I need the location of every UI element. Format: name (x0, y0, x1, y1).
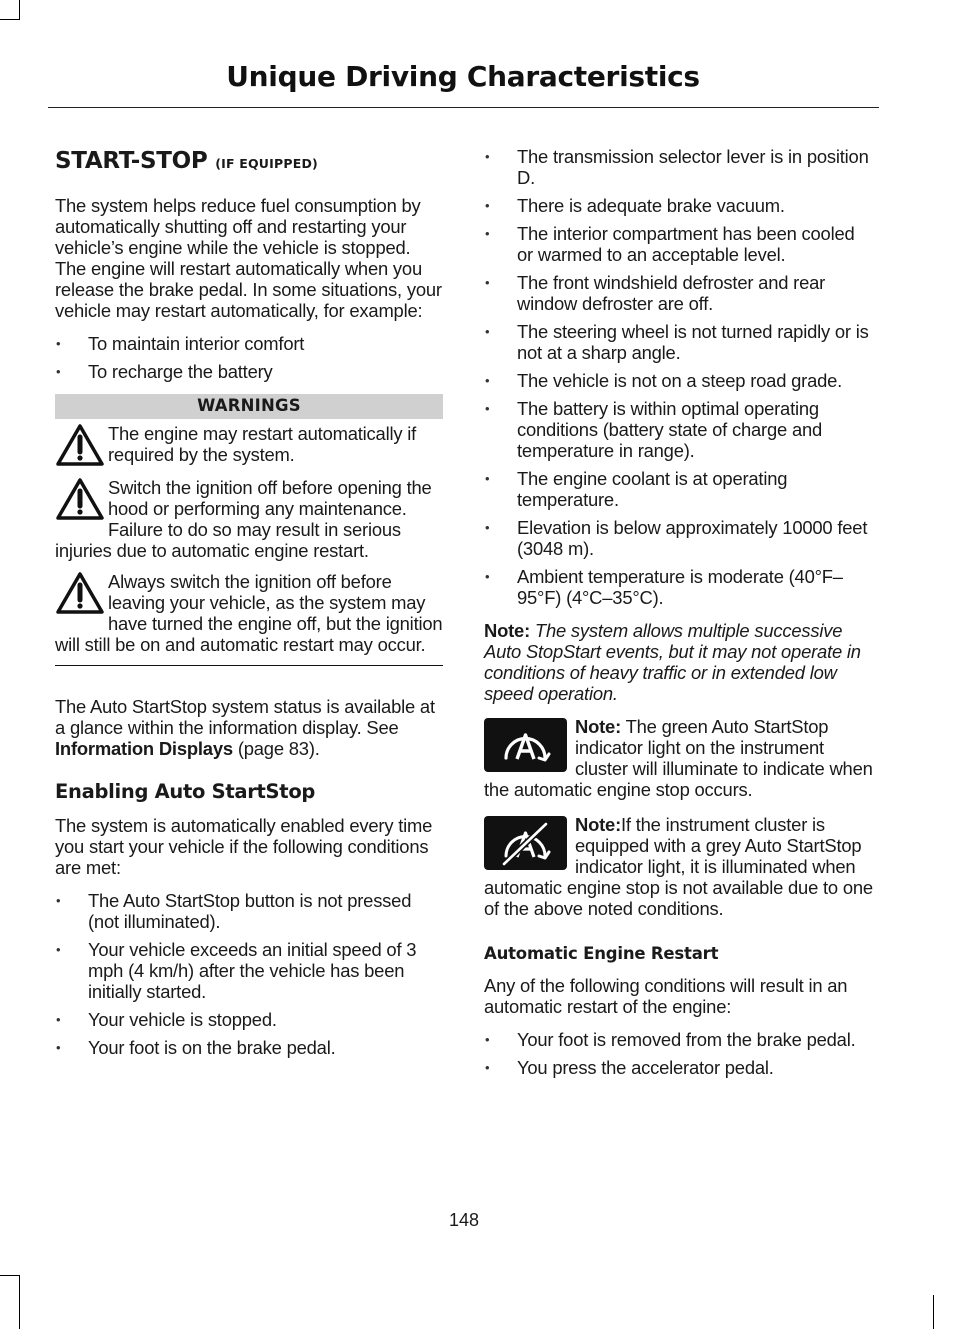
section-heading-start-stop (55, 146, 443, 179)
warning-text: Switch the ignition off before opening the hood or performing any maintenance. Failure to do so may result in serious injuries due to automatic engine restart. (55, 477, 432, 561)
list-item: • Elevation is below approximately 10000 feet (3048 m). (484, 517, 874, 559)
list-item: • The battery is within optimal operating conditions (battery state of charge and temperature in range). (484, 398, 874, 461)
list-item: • Your vehicle is stopped. (55, 1009, 443, 1030)
warning-item (55, 423, 443, 467)
enabling-paragraph: The system is automatically enabled every time you start your vehicle if the following conditions are met: (55, 815, 433, 878)
list-item: • To maintain interior comfort (55, 333, 443, 354)
list-item: • Your foot is on the brake pedal. (55, 1037, 443, 1058)
auto-start-stop-icon (484, 718, 567, 772)
note-multiple-events (484, 620, 874, 704)
crop-mark (19, 1275, 20, 1329)
title-divider (48, 107, 879, 108)
heading-main: START-STOP (55, 148, 208, 174)
intro-bullet-list (55, 333, 443, 382)
warning-item (55, 571, 443, 655)
restart-bullet-list (484, 1029, 874, 1078)
enabling-bullet-list (55, 890, 443, 1058)
list-item: • The interior compartment has been cooled or warmed to an acceptable level. (484, 223, 874, 265)
list-item: • The transmission selector lever is in position D. (484, 146, 874, 188)
note-text: The green Auto StartStop indicator light on the instrument cluster will illuminate to indicate when the automatic engine stop occurs. (484, 716, 873, 800)
note-text: The system allows multiple successive Auto StopStart events, but it may not operate in conditions of heavy traffic or in extended low speed operation. (484, 620, 861, 704)
warnings-divider (55, 665, 443, 666)
list-item: • To recharge the battery (55, 361, 443, 382)
list-item: • The steering wheel is not turned rapidly or is not at a sharp angle. (484, 321, 874, 363)
crop-mark (19, 0, 20, 20)
list-item: • Your foot is removed from the brake pedal. (484, 1029, 874, 1050)
warning-text: The engine may restart automatically if required by the system. (108, 423, 417, 465)
conditions-bullet-list (484, 146, 874, 608)
warning-item (55, 477, 443, 561)
list-item: • The vehicle is not on a steep road grade. (484, 370, 874, 391)
heading-sub: (IF EQUIPPED) (215, 156, 318, 171)
list-item: • The engine coolant is at operating temperature. (484, 468, 874, 510)
restart-paragraph: Any of the following conditions will result in an automatic restart of the engine: (484, 975, 848, 1017)
status-paragraph (55, 696, 443, 759)
crop-mark (933, 1295, 934, 1329)
warning-text: Always switch the ignition off before leaving your vehicle, as the system may have turned the engine off, but the ignition will still be on and automatic restart may occur. (55, 571, 443, 655)
list-item: • The front windshield defroster and rear window defroster are off. (484, 272, 874, 314)
warnings-header: WARNINGS (55, 394, 443, 419)
warning-triangle-icon (55, 571, 105, 615)
note-label: Note: (575, 716, 621, 737)
list-item: • You press the accelerator pedal. (484, 1057, 874, 1078)
enabling-heading: Enabling Auto StartStop (55, 780, 316, 803)
right-column (484, 146, 874, 1090)
list-item: • Your vehicle exceeds an initial speed of 3 mph (4 km/h) after the vehicle has been initially started. (55, 939, 443, 1002)
list-item: • The Auto StartStop button is not pressed (not illuminated). (55, 890, 443, 932)
warning-triangle-icon (55, 477, 105, 521)
crop-mark (0, 19, 20, 20)
restart-heading: Automatic Engine Restart (484, 944, 719, 963)
status-text-page: (page 83). (232, 738, 320, 759)
crop-mark (0, 1275, 20, 1276)
warning-triangle-icon (55, 423, 105, 467)
auto-start-stop-off-icon (484, 816, 567, 870)
note-text: If the instrument cluster is equipped with a grey Auto StartStop indicator light, it is illuminated when automatic engine stop is not available due to one of the above noted conditions. (484, 814, 873, 919)
note-label: Note: (575, 814, 621, 835)
note-grey-indicator (484, 814, 874, 919)
list-item: • There is adequate brake vacuum. (484, 195, 874, 216)
cross-reference-link[interactable]: Information Displays (55, 738, 233, 759)
left-column (55, 146, 443, 1070)
note-green-indicator (484, 716, 874, 800)
page-title: Unique Driving Characteristics (226, 60, 700, 93)
intro-paragraph: The system helps reduce fuel consumption by automatically shutting off and restarting your vehicle’s engine while the vehicle is stopped. The engine will restart automatically when you release the brake pedal. In some situations, your vehicle may restart automatically, for example: (55, 195, 442, 321)
status-text: The Auto StartStop system status is available at a glance within the information display. See (55, 696, 435, 738)
page-number: 148 (448, 1210, 480, 1230)
list-item: • Ambient temperature is moderate (40°F–95°F) (4°C–35°C). (484, 566, 874, 608)
note-label: Note: (484, 620, 530, 641)
